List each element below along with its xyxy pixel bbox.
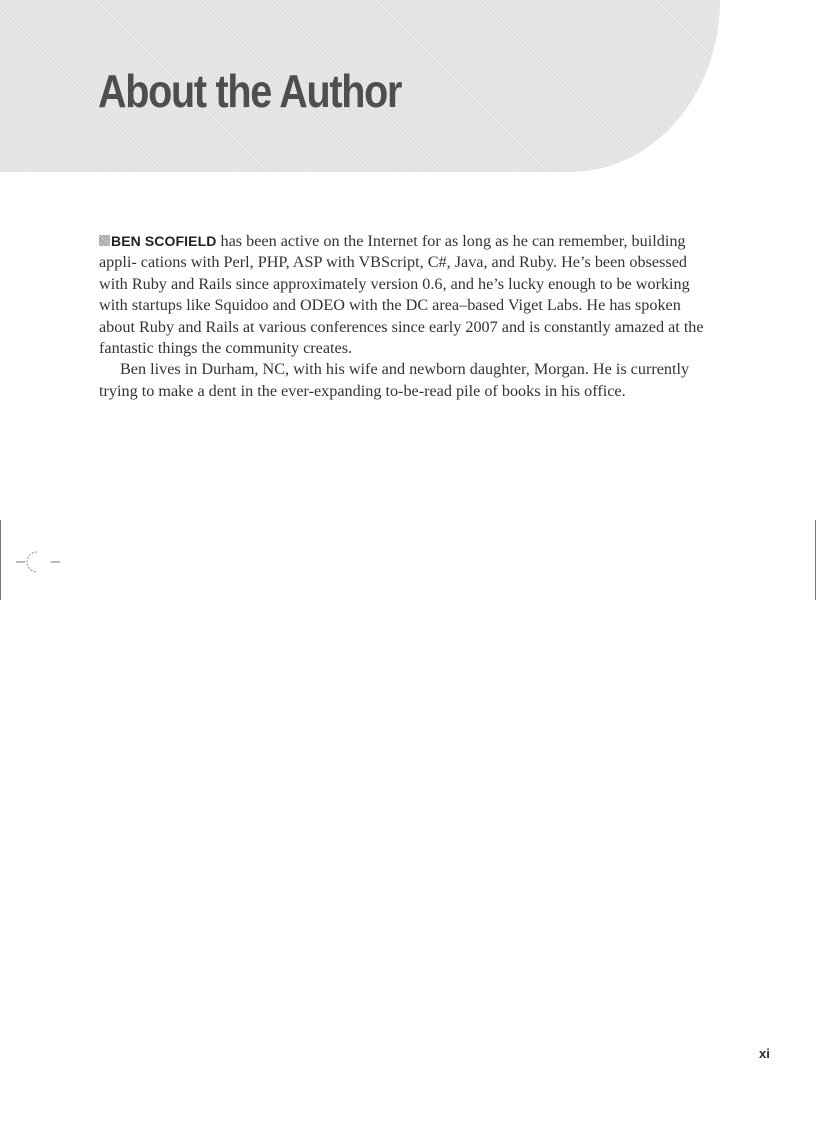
- registration-mark-icon: [16, 548, 62, 578]
- page-number: xi: [759, 1046, 770, 1061]
- page-title: About the Author: [98, 65, 402, 117]
- square-bullet-icon: [99, 235, 110, 246]
- author-bio: [99, 231, 719, 402]
- bio-paragraph-1-text: has been active on the Internet for as long as he can remember, building appli- cations with Perl, PHP, ASP with VBScript, C#, Java, and Ruby. He’s been obsessed with Ruby and Rails since approximately version 0.6, and he’s lucky enough to be working with startups like Squidoo and ODEO with the DC area–based Viget Labs. He has spoken about Ruby and Rails at various conferences since early 2007 and is constantly amazed at the fantastic things the community creates.: [99, 232, 704, 358]
- crop-mark-left: [0, 520, 1, 600]
- author-name: BEN SCOFIELD: [111, 233, 217, 249]
- bio-paragraph-2: Ben lives in Durham, NC, with his wife and newborn daughter, Morgan. He is currently trying to make a dent in the ever-expanding to-be-read pile of books in his office.: [99, 360, 690, 400]
- bio-paragraph-1: [99, 231, 719, 359]
